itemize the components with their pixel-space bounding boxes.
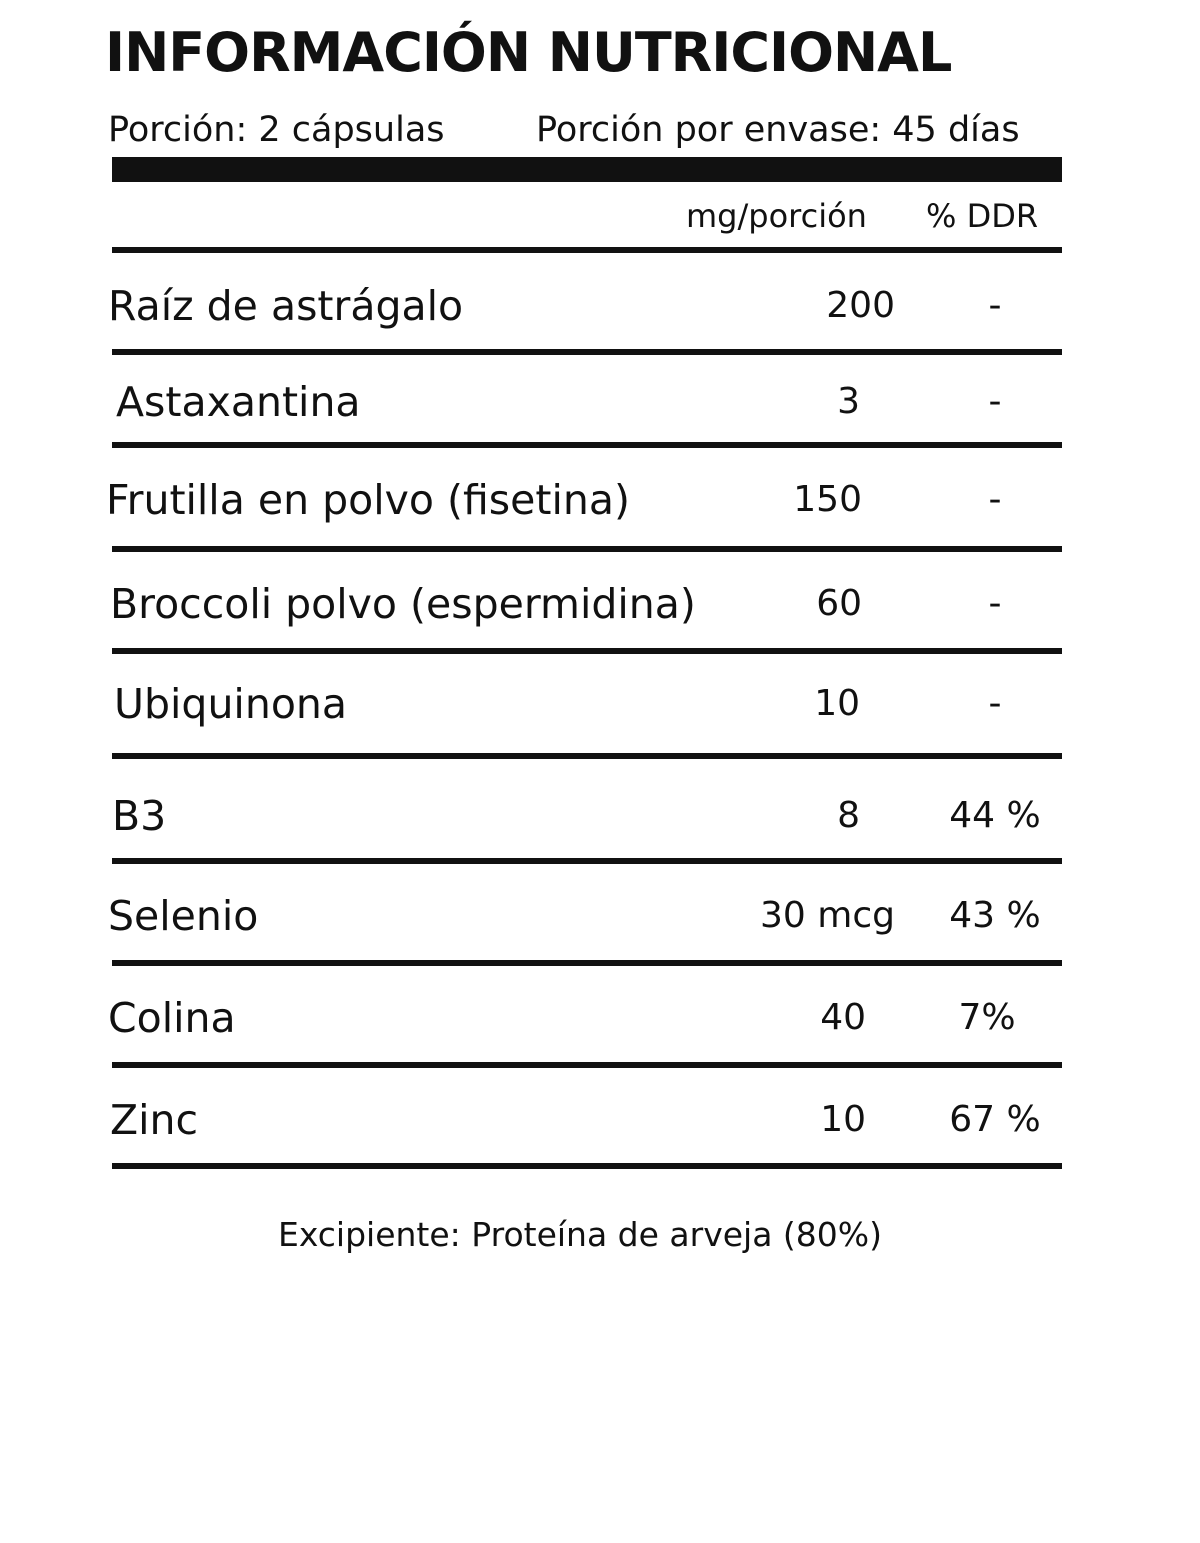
servings-per-container: Porción por envase: 45 días: [536, 110, 1020, 150]
ingredient-amount: 200: [826, 285, 895, 326]
column-header-divider: [112, 247, 1062, 253]
ingredient-name: Astaxantina: [116, 378, 361, 426]
ingredient-name: Zinc: [110, 1096, 199, 1144]
table-row: [0, 372, 1200, 432]
ingredient-name: Raíz de astrágalo: [108, 282, 464, 330]
column-header-amount: mg/porción: [686, 197, 867, 235]
row-divider: [112, 1062, 1062, 1068]
row-divider: [112, 442, 1062, 448]
ingredient-amount: 30 mcg: [760, 895, 895, 936]
header-divider-thick: [112, 157, 1062, 182]
row-divider: [112, 1163, 1062, 1169]
ingredient-name: Broccoli polvo (espermidina): [110, 580, 696, 628]
ingredient-amount: 40: [820, 997, 866, 1038]
row-divider: [112, 349, 1062, 355]
excipient-note: Excipiente: Proteína de arveja (80%): [277, 1215, 883, 1254]
label-title: INFORMACIÓN NUTRICIONAL: [105, 21, 952, 84]
ingredient-amount: 3: [837, 381, 860, 422]
ingredient-ddr: -: [988, 683, 1002, 724]
ingredient-ddr: 67 %: [949, 1099, 1041, 1140]
table-row: [0, 886, 1200, 946]
ingredient-ddr: 44 %: [949, 795, 1041, 836]
row-divider: [112, 753, 1062, 759]
table-row: [0, 786, 1200, 846]
ingredient-amount: 60: [816, 583, 862, 624]
ingredient-amount: 10: [820, 1099, 866, 1140]
table-row: [0, 1090, 1200, 1150]
table-row: [0, 574, 1200, 634]
ingredient-ddr: 43 %: [949, 895, 1041, 936]
table-row: [0, 674, 1200, 734]
ingredient-name: B3: [112, 792, 167, 840]
ingredient-amount: 150: [793, 479, 862, 520]
row-divider: [112, 858, 1062, 864]
ingredient-name: Frutilla en polvo (fisetina): [106, 476, 630, 524]
table-row: [0, 276, 1200, 336]
ingredient-ddr: 7%: [958, 997, 1016, 1038]
table-row: [0, 470, 1200, 530]
ingredient-ddr: -: [988, 285, 1002, 326]
serving-size: Porción: 2 cápsulas: [108, 110, 445, 150]
column-header-ddr: % DDR: [926, 197, 1039, 235]
row-divider: [112, 648, 1062, 654]
ingredient-name: Colina: [108, 994, 236, 1042]
ingredient-amount: 10: [814, 683, 860, 724]
ingredient-name: Ubiquinona: [114, 680, 348, 728]
ingredient-name: Selenio: [108, 892, 259, 940]
row-divider: [112, 960, 1062, 966]
ingredient-amount: 8: [837, 795, 860, 836]
table-row: [0, 988, 1200, 1048]
ingredient-ddr: -: [988, 381, 1002, 422]
row-divider: [112, 546, 1062, 552]
ingredient-ddr: -: [988, 583, 1002, 624]
ingredient-ddr: -: [988, 479, 1002, 520]
